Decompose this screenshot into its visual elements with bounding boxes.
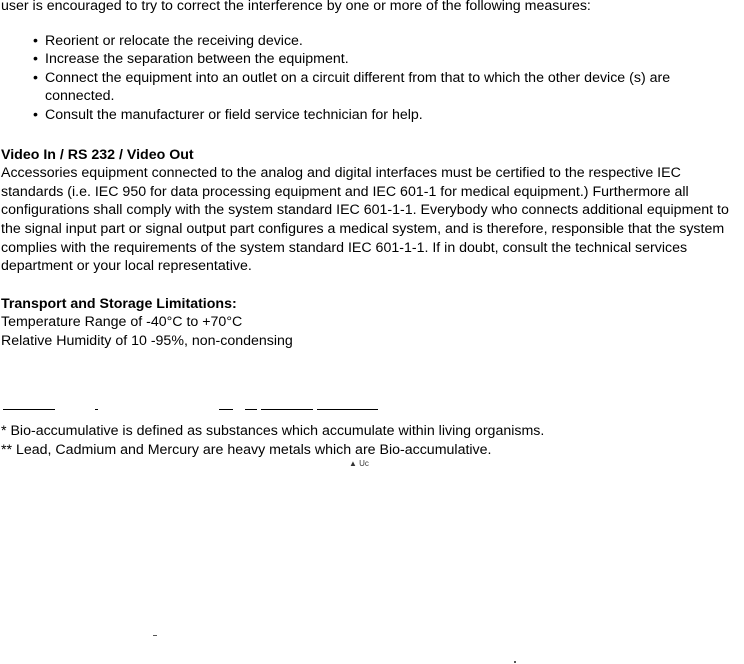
bullet-icon: • — [33, 69, 38, 86]
footnotes — [1, 422, 743, 459]
bullet-icon: • — [33, 51, 38, 68]
footnote-heavy-metals: ** Lead, Cadmium and Mercury are heavy metals which are Bio-accumulative. — [1, 441, 492, 458]
list-item-text: Connect the equipment into an outlet on a circuit different from that to which the other device (s) are connected. — [45, 69, 671, 105]
intro-paragraph: user is encouraged to try to correct the interference by one or more of the following measures: — [1, 0, 591, 14]
measures-list — [1, 32, 743, 125]
footnote-bio-accumulative: * Bio-accumulative is defined as substances which accumulate within living organisms. — [1, 423, 545, 439]
page-marker: ▲ Uc — [349, 459, 369, 468]
scan-speck — [514, 661, 516, 663]
bullet-icon: • — [33, 32, 38, 49]
document-page — [1, 0, 743, 351]
temperature-range: Temperature Range of -40°C to +70°C — [1, 314, 243, 331]
list-item — [1, 32, 743, 51]
bullet-icon: • — [33, 106, 38, 123]
video-body: Accessories equipment connected to the analog and digital interfaces must be certified to the respective IEC standards (i.e. IEC 950 for data processing equipment and IEC 601-1 for medical equipment.) Furthermore all configurations shall comply with the system standard IEC 601-1-1. Everybody who connects additional equipment to the signal input part or signal output part configures a medical system, and is therefore, responsible that the system complies with the requirements of the system standard IEC 601-1-1. If in doubt, consult the technical services department or your local representative. — [1, 165, 729, 275]
transport-section — [1, 295, 743, 351]
footnote-divider — [3, 409, 378, 410]
list-item — [1, 50, 743, 69]
transport-heading: Transport and Storage Limitations: — [1, 295, 237, 312]
list-item — [1, 69, 743, 106]
list-item-text: Reorient or relocate the receiving device. — [45, 32, 303, 49]
list-item-text: Increase the separation between the equipment. — [45, 51, 349, 68]
humidity-range: Relative Humidity of 10 -95%, non-condensing — [1, 332, 293, 349]
list-item — [1, 106, 743, 125]
scan-speck — [153, 635, 157, 636]
video-section — [1, 146, 743, 276]
video-heading: Video In / RS 232 / Video Out — [1, 146, 194, 163]
list-item-text: Consult the manufacturer or field service technician for help. — [45, 106, 423, 123]
